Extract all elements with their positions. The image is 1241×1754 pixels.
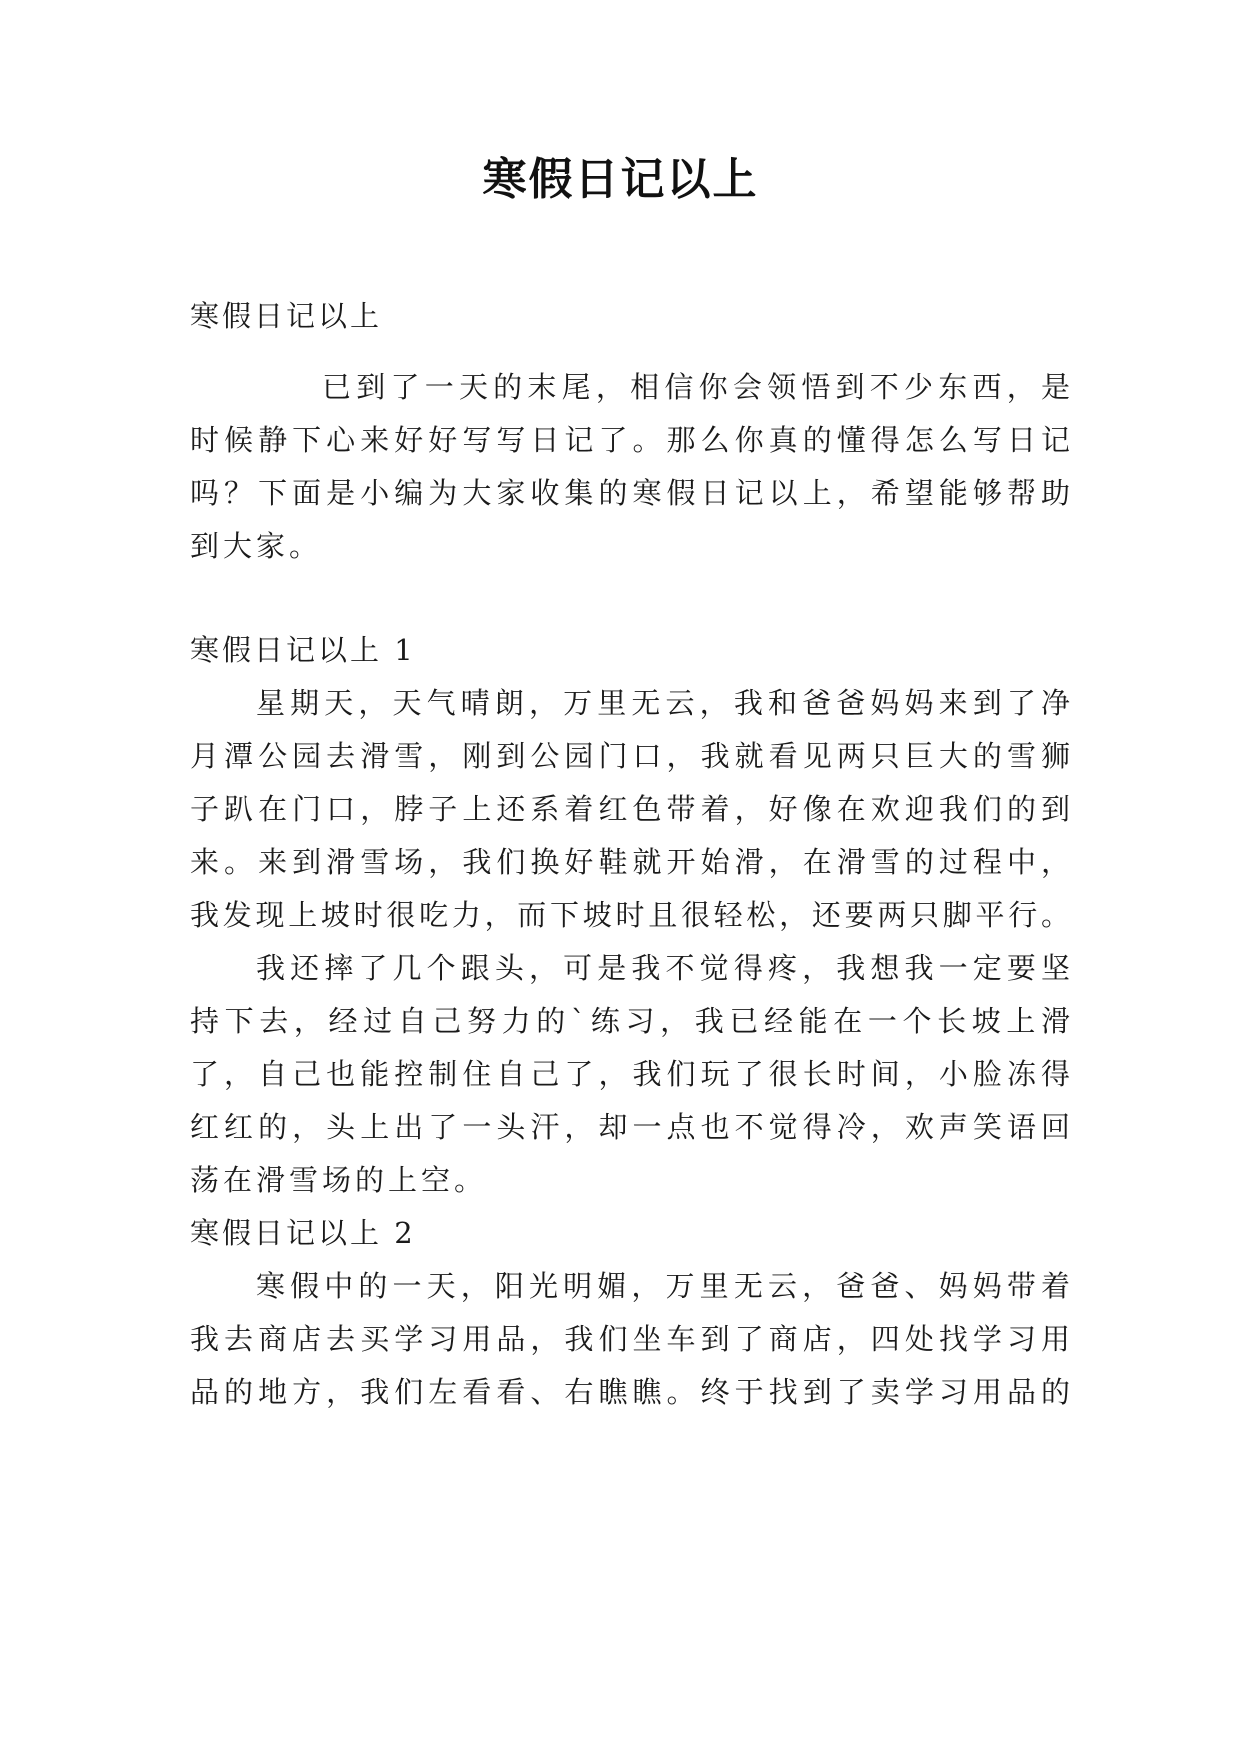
intro-line: 到大家。 <box>190 529 323 563</box>
paragraph-line: 星期天，天气晴朗，万里无云，我和爸爸妈妈来到了净 <box>256 686 1070 720</box>
paragraph-line: 月潭公园去滑雪，刚到公园门口，我就看见两只巨大的雪狮 <box>190 739 1070 773</box>
paragraph-line: 荡在滑雪场的上空。 <box>190 1163 488 1197</box>
section-heading: 寒假日记以上 1 <box>190 633 416 667</box>
paragraph-line: 品的地方，我们左看看、右瞧瞧。终于找到了卖学习用品的 <box>190 1375 1070 1409</box>
intro-line: 时候静下心来好好写写日记了。那么你真的懂得怎么写日记 <box>190 423 1070 457</box>
paragraph-line: 了，自己也能控制住自己了，我们玩了很长时间，小脸冻得 <box>190 1057 1070 1091</box>
paragraph-line: 我发现上坡时很吃力，而下坡时且很轻松，还要两只脚平行。 <box>190 898 1070 932</box>
paragraph-line: 子趴在门口，脖子上还系着红色带着，好像在欢迎我们的到 <box>190 792 1070 826</box>
paragraph-line: 我还摔了几个跟头，可是我不觉得疼，我想我一定要坚 <box>256 951 1070 985</box>
document-subtitle: 寒假日记以上 <box>190 299 383 333</box>
intro-line: 吗？下面是小编为大家收集的寒假日记以上，希望能够帮助 <box>190 476 1070 510</box>
paragraph-line: 寒假中的一天，阳光明媚，万里无云，爸爸、妈妈带着 <box>256 1269 1070 1303</box>
document-title: 寒假日记以上 <box>482 154 759 205</box>
paragraph-line: 我去商店去买学习用品，我们坐车到了商店，四处找学习用 <box>190 1322 1070 1356</box>
paragraph-line: 持下去，经过自己努力的`练习，我已经能在一个长坡上滑 <box>190 1004 1070 1038</box>
paragraph-line: 红红的，头上出了一头汗，却一点也不觉得冷，欢声笑语回 <box>190 1110 1070 1144</box>
intro-line: 已到了一天的末尾，相信你会领悟到不少东西，是 <box>322 370 1070 404</box>
paragraph-line: 来。来到滑雪场，我们换好鞋就开始滑，在滑雪的过程中， <box>190 845 1070 879</box>
section-heading: 寒假日记以上 2 <box>190 1216 416 1250</box>
